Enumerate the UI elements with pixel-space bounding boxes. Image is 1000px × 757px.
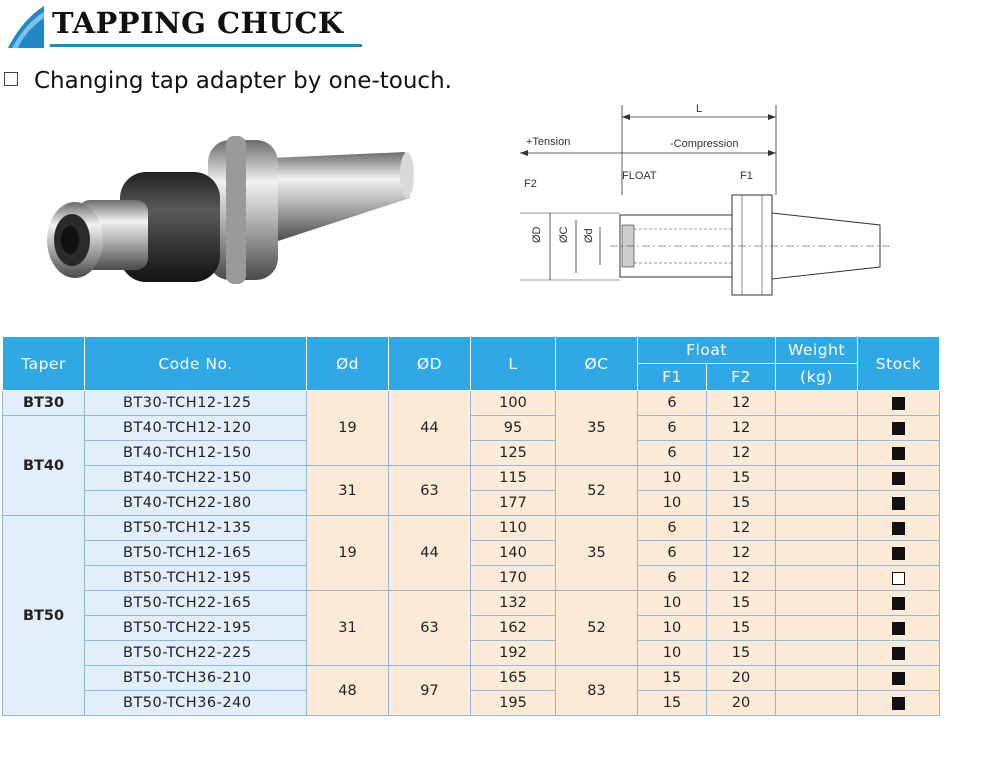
- brand-swoosh-icon: [6, 4, 46, 48]
- table-row: [3, 541, 940, 566]
- code-cell: BT50-TCH36-240: [85, 691, 307, 716]
- weight-cell: [776, 441, 858, 466]
- od-small-label: Ød: [583, 228, 595, 243]
- technical-drawing: [510, 95, 910, 310]
- table-row: [3, 691, 940, 716]
- L-cell: 100: [471, 391, 556, 416]
- f1-cell: 6: [638, 391, 707, 416]
- stock-cell: [858, 566, 940, 591]
- stock-marker: [892, 397, 905, 410]
- bullet-square-icon: [4, 72, 18, 86]
- stock-cell: [858, 391, 940, 416]
- taper-cell: BT40: [3, 416, 85, 516]
- L-cell: 195: [471, 691, 556, 716]
- dim-l-label: L: [696, 103, 703, 115]
- C-cell: 35: [556, 516, 638, 591]
- code-cell: BT50-TCH22-225: [85, 641, 307, 666]
- L-cell: 177: [471, 491, 556, 516]
- f2-cell: 20: [707, 691, 776, 716]
- page-header: [0, 0, 370, 52]
- stock-cell: [858, 591, 940, 616]
- L-cell: 192: [471, 641, 556, 666]
- oc-label: ØC: [558, 226, 570, 243]
- weight-cell: [776, 591, 858, 616]
- code-cell: BT40-TCH22-150: [85, 466, 307, 491]
- stock-marker: [892, 497, 905, 510]
- stock-marker: [892, 547, 905, 560]
- weight-cell: [776, 466, 858, 491]
- table-row: [3, 516, 940, 541]
- f2-cell: 15: [707, 616, 776, 641]
- table-row: [3, 441, 940, 466]
- table-row: [3, 616, 940, 641]
- stock-cell: [858, 616, 940, 641]
- stock-marker: [892, 422, 905, 435]
- header-weight: Weight: [776, 337, 858, 364]
- f1-cell: 6: [638, 441, 707, 466]
- od-label: ØD: [531, 226, 543, 243]
- header-float: Float: [638, 337, 776, 364]
- weight-cell: [776, 541, 858, 566]
- stock-marker: [892, 572, 905, 585]
- f2-cell: 15: [707, 466, 776, 491]
- float-label: FLOAT: [622, 170, 657, 182]
- f2-cell: 12: [707, 416, 776, 441]
- f1-cell: 10: [638, 491, 707, 516]
- stock-cell: [858, 516, 940, 541]
- weight-cell: [776, 516, 858, 541]
- f1-cell: 10: [638, 591, 707, 616]
- L-cell: 162: [471, 616, 556, 641]
- stock-marker: [892, 697, 905, 710]
- header-stock: Stock: [858, 337, 940, 391]
- D-cell: 63: [389, 466, 471, 516]
- page-title: TAPPING CHUCK: [52, 6, 344, 40]
- header-taper: Taper: [3, 337, 85, 391]
- stock-cell: [858, 691, 940, 716]
- f1-cell: 10: [638, 616, 707, 641]
- header-weight-unit: (kg): [776, 364, 858, 391]
- stock-cell: [858, 441, 940, 466]
- weight-cell: [776, 691, 858, 716]
- f1-cell: 6: [638, 516, 707, 541]
- f2-label: F2: [524, 178, 537, 190]
- f1-cell: 6: [638, 566, 707, 591]
- d-cell: 31: [307, 466, 389, 516]
- taper-cell: BT50: [3, 516, 85, 716]
- code-cell: BT50-TCH12-195: [85, 566, 307, 591]
- table-row: [3, 666, 940, 691]
- C-cell: 52: [556, 466, 638, 516]
- table-row: [3, 391, 940, 416]
- L-cell: 125: [471, 441, 556, 466]
- d-cell: 19: [307, 391, 389, 466]
- f2-cell: 12: [707, 441, 776, 466]
- L-cell: 95: [471, 416, 556, 441]
- f2-cell: 12: [707, 391, 776, 416]
- d-cell: 31: [307, 591, 389, 666]
- f1-label: F1: [740, 170, 753, 182]
- f1-cell: 15: [638, 691, 707, 716]
- D-cell: 63: [389, 591, 471, 666]
- table-row: [3, 491, 940, 516]
- weight-cell: [776, 391, 858, 416]
- f1-cell: 10: [638, 641, 707, 666]
- C-cell: 83: [556, 666, 638, 716]
- f2-cell: 15: [707, 591, 776, 616]
- code-cell: BT50-TCH22-165: [85, 591, 307, 616]
- code-cell: BT30-TCH12-125: [85, 391, 307, 416]
- table-row: [3, 566, 940, 591]
- f1-cell: 6: [638, 541, 707, 566]
- header-d: Ød: [307, 337, 389, 391]
- D-cell: 44: [389, 516, 471, 591]
- code-cell: BT40-TCH22-180: [85, 491, 307, 516]
- code-cell: BT40-TCH12-120: [85, 416, 307, 441]
- stock-marker: [892, 447, 905, 460]
- compression-label: -Compression: [670, 138, 739, 150]
- D-cell: 97: [389, 666, 471, 716]
- stock-cell: [858, 666, 940, 691]
- d-cell: 19: [307, 516, 389, 591]
- header-L: L: [471, 337, 556, 391]
- weight-cell: [776, 616, 858, 641]
- L-cell: 170: [471, 566, 556, 591]
- f1-cell: 6: [638, 416, 707, 441]
- stock-cell: [858, 491, 940, 516]
- f2-cell: 20: [707, 666, 776, 691]
- f1-cell: 15: [638, 666, 707, 691]
- L-cell: 115: [471, 466, 556, 491]
- stock-marker: [892, 622, 905, 635]
- table-row: [3, 641, 940, 666]
- stock-cell: [858, 466, 940, 491]
- header-D: ØD: [389, 337, 471, 391]
- weight-cell: [776, 666, 858, 691]
- stock-marker: [892, 647, 905, 660]
- table-row: [3, 591, 940, 616]
- product-photo: [30, 130, 420, 310]
- code-cell: BT50-TCH36-210: [85, 666, 307, 691]
- f1-cell: 10: [638, 466, 707, 491]
- weight-cell: [776, 566, 858, 591]
- C-cell: 52: [556, 591, 638, 666]
- table-row: [3, 416, 940, 441]
- L-cell: 165: [471, 666, 556, 691]
- weight-cell: [776, 416, 858, 441]
- f2-cell: 12: [707, 566, 776, 591]
- spec-table: [2, 336, 940, 716]
- C-cell: 35: [556, 391, 638, 466]
- L-cell: 110: [471, 516, 556, 541]
- feature-line: [4, 68, 452, 94]
- title-underline: [50, 44, 362, 47]
- d-cell: 48: [307, 666, 389, 716]
- header-f2: F2: [707, 364, 776, 391]
- taper-cell: BT30: [3, 391, 85, 416]
- D-cell: 44: [389, 391, 471, 466]
- stock-cell: [858, 641, 940, 666]
- code-cell: BT50-TCH12-165: [85, 541, 307, 566]
- f2-cell: 15: [707, 641, 776, 666]
- header-code: Code No.: [85, 337, 307, 391]
- stock-marker: [892, 522, 905, 535]
- stock-marker: [892, 672, 905, 685]
- stock-marker: [892, 472, 905, 485]
- stock-cell: [858, 541, 940, 566]
- header-f1: F1: [638, 364, 707, 391]
- L-cell: 140: [471, 541, 556, 566]
- table-row: [3, 466, 940, 491]
- code-cell: BT50-TCH22-195: [85, 616, 307, 641]
- weight-cell: [776, 491, 858, 516]
- code-cell: BT50-TCH12-135: [85, 516, 307, 541]
- weight-cell: [776, 641, 858, 666]
- tension-label: +Tension: [526, 136, 571, 148]
- stock-marker: [892, 597, 905, 610]
- f2-cell: 12: [707, 516, 776, 541]
- header-C: ØC: [556, 337, 638, 391]
- f2-cell: 12: [707, 541, 776, 566]
- stock-cell: [858, 416, 940, 441]
- f2-cell: 15: [707, 491, 776, 516]
- L-cell: 132: [471, 591, 556, 616]
- code-cell: BT40-TCH12-150: [85, 441, 307, 466]
- feature-text: Changing tap adapter by one-touch.: [34, 68, 452, 94]
